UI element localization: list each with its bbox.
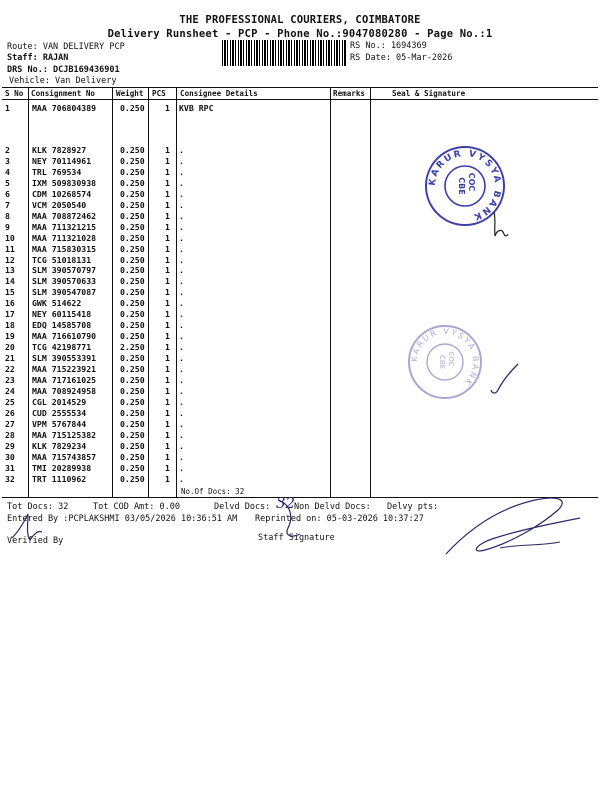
row-pcs: 1	[165, 155, 170, 166]
table-row	[0, 331, 600, 342]
table-top-rule	[2, 87, 598, 88]
row-pcs: 1	[165, 199, 170, 210]
row-sno: 13	[5, 265, 15, 276]
col-consignee: Consignee Details	[180, 89, 258, 98]
row-pcs: 1	[165, 254, 170, 265]
row-sno: 23	[5, 374, 15, 385]
row-consignment-no: NEY 60115418	[32, 309, 92, 320]
row-sno: 16	[5, 298, 15, 309]
row-pcs: 1	[165, 177, 170, 188]
tot-cod-amt: Tot COD Amt: 0.00	[93, 502, 180, 512]
table-row	[0, 452, 600, 463]
row-consignment-no: GWK 514622	[32, 298, 82, 309]
row-weight: 0.250	[120, 418, 145, 429]
row-weight: 0.250	[120, 232, 145, 243]
route-label: Route: VAN DELIVERY PCP	[7, 42, 125, 52]
row-weight: 0.250	[120, 265, 145, 276]
table-row	[0, 474, 600, 485]
row-consignee: .	[179, 188, 184, 199]
col-weight: Weight	[116, 89, 144, 98]
row-weight: 0.250	[120, 440, 145, 451]
runsheet-subtitle: Delivery Runsheet - PCP - Phone No.:9047080280 - Page No.:1	[107, 28, 493, 40]
row-consignee: .	[179, 342, 184, 353]
row-weight: 0.250	[120, 199, 145, 210]
row-consignee: .	[179, 221, 184, 232]
row-consignee: .	[179, 155, 184, 166]
row-consignee: .	[179, 265, 184, 276]
row-consignee: .	[179, 276, 184, 287]
table-row	[0, 178, 600, 189]
row-consignment-no: MAA 716610790	[32, 331, 97, 342]
row-pcs: 1	[165, 353, 170, 364]
row-weight: 0.250	[120, 396, 145, 407]
row-sno: 9	[5, 221, 10, 232]
table-row	[0, 244, 600, 255]
consignee-signature-2	[488, 360, 524, 400]
vehicle-label: Vehicle: Van Delivery	[9, 76, 117, 86]
row-weight: 0.250	[120, 155, 145, 166]
stamp-ring-text: KARUR VYSYA BANK	[427, 148, 503, 223]
row-consignment-no: MAA 715830315	[32, 243, 97, 254]
row-consignment-no: SLM 390570633	[32, 276, 97, 287]
delvy-pts: Delvy pts:	[387, 502, 439, 512]
bank-seal-stamp-faded	[406, 323, 484, 401]
row-consignment-no: TCG 42198771	[32, 342, 92, 353]
row-weight: 0.250	[120, 188, 145, 199]
row-consignment-no: CGL 2014529	[32, 396, 87, 407]
row-sno: 29	[5, 440, 15, 451]
row-weight: 0.250	[120, 462, 145, 473]
verified-by-label: Verified By	[7, 536, 64, 546]
table-row	[0, 265, 600, 276]
stamp-center-cbe: CBE	[438, 354, 446, 370]
row-pcs: 1	[165, 440, 170, 451]
row-pcs: 1	[165, 166, 170, 177]
row-sno: 2	[5, 145, 10, 155]
row-sno: 28	[5, 429, 15, 440]
table-row	[0, 408, 600, 419]
row-weight: 0.250	[120, 374, 145, 385]
entered-by: Entered By :PCPLAKSHMI 03/05/2026 10:36:51 AM	[7, 514, 238, 524]
row-consignment-no: EDQ 14585708	[32, 320, 92, 331]
drs-number: DRS No.: DCJB169436901	[7, 65, 120, 75]
row-consignment-no: VPM 5767844	[32, 418, 87, 429]
col-consignment: Consignment No	[31, 89, 96, 98]
row-consignment-no: MAA 706804389	[32, 103, 97, 113]
row-weight: 0.250	[120, 287, 145, 298]
row-consignee: .	[179, 320, 184, 331]
col-seal: Seal & Signature	[392, 89, 466, 98]
row-sno: 20	[5, 342, 15, 353]
row-weight: 0.250	[120, 320, 145, 331]
row-sno: 32	[5, 473, 15, 484]
row-consignment-no: SLM 390570797	[32, 265, 97, 276]
row-consignee: .	[179, 177, 184, 188]
company-title: THE PROFESSIONAL COURIERS, COIMBATORE	[179, 14, 421, 26]
row-pcs: 1	[165, 221, 170, 232]
row-weight: 0.250	[120, 221, 145, 232]
staff-label: Staff: RAJAN	[7, 53, 69, 63]
row-pcs: 1	[165, 385, 170, 396]
row-pcs: 1	[165, 342, 170, 353]
row-pcs: 1	[165, 462, 170, 473]
row-consignee: .	[179, 199, 184, 210]
table-row	[0, 167, 600, 178]
row-sno: 14	[5, 276, 15, 287]
tot-docs: Tot Docs: 32	[7, 502, 69, 512]
row-sno: 10	[5, 232, 15, 243]
table-row	[0, 463, 600, 474]
row-consignee: .	[179, 462, 184, 473]
row-pcs: 1	[165, 243, 170, 254]
row-weight: 0.250	[120, 177, 145, 188]
staff-signature-label: Staff Signature	[258, 533, 335, 543]
col-sno: S No	[5, 89, 24, 98]
row-sno: 19	[5, 331, 15, 342]
row-consignment-no: MAA 708924958	[32, 385, 97, 396]
row-pcs: 1	[165, 418, 170, 429]
row-consignee: .	[179, 407, 184, 418]
table-row	[0, 320, 600, 331]
row-pcs: 1	[165, 210, 170, 221]
handwritten-delvd-count: 32	[276, 494, 296, 512]
row-weight: 0.250	[120, 298, 145, 309]
row-weight: 0.250	[120, 276, 145, 287]
row-consignment-no: KLK 7828927	[32, 145, 87, 155]
row-weight: 0.250	[120, 451, 145, 462]
row-consignment-no: MAA 717161025	[32, 374, 97, 385]
row-pcs: 1	[165, 287, 170, 298]
row-consignee: .	[179, 243, 184, 254]
staff-signature-mark	[270, 494, 310, 544]
row-weight: 2.250	[120, 342, 145, 353]
table-row	[0, 309, 600, 320]
row-sno: 26	[5, 407, 15, 418]
row-pcs: 1	[165, 188, 170, 199]
row-consignee: .	[179, 232, 184, 243]
delvd-docs: Delvd Docs:	[214, 502, 271, 512]
row-consignee: .	[179, 418, 184, 429]
row-consignment-no: SLM 390553391	[32, 353, 97, 364]
row-pcs: 1	[165, 451, 170, 462]
row-pcs: 1	[165, 396, 170, 407]
table-row	[0, 145, 600, 156]
table-row	[0, 276, 600, 287]
table-row	[0, 287, 600, 298]
row-sno: 21	[5, 353, 15, 364]
row-sno: 27	[5, 418, 15, 429]
row-consignee: .	[179, 364, 184, 374]
row-consignment-no: IXM 509830938	[32, 177, 97, 188]
row-weight: 0.250	[120, 254, 145, 265]
row-sno: 18	[5, 320, 15, 331]
table-row	[0, 255, 600, 266]
row-sno: 6	[5, 188, 10, 199]
row-sno: 25	[5, 396, 15, 407]
row-weight: 0.250	[120, 364, 145, 374]
row-consignee: .	[179, 385, 184, 396]
row-sno: 15	[5, 287, 15, 298]
row-consignee: .	[179, 374, 184, 385]
row-consignment-no: VCM 2050540	[32, 199, 87, 210]
row-consignment-no: KLK 7829234	[32, 440, 87, 451]
row-sno: 7	[5, 199, 10, 210]
row-pcs: 1	[165, 232, 170, 243]
row-sno: 1	[5, 103, 10, 113]
row-consignment-no: MAA 715125382	[32, 429, 97, 440]
col-remarks: Remarks	[333, 89, 366, 98]
row-consignee: .	[179, 210, 184, 221]
row-consignee: .	[179, 166, 184, 177]
row-sno: 3	[5, 155, 10, 166]
row-weight: 0.250	[120, 309, 145, 320]
row-consignee: KVB RPC	[179, 103, 214, 113]
no-of-docs: No.Of Docs: 32	[181, 487, 245, 496]
consignee-signature-1	[488, 210, 512, 240]
row-consignment-no: MAA 715223921	[32, 364, 97, 374]
row-sno: 22	[5, 364, 15, 374]
row-consignment-no: TMI 20289938	[32, 462, 92, 473]
row-weight: 0.250	[120, 353, 145, 364]
reprinted-on: Reprinted on: 05-03-2026 10:37:27	[255, 514, 424, 524]
row-sno: 31	[5, 462, 15, 473]
staff-signature-scribble	[440, 488, 590, 568]
row-consignee: .	[179, 287, 184, 298]
row-consignment-no: SLM 390547087	[32, 287, 97, 298]
row-sno: 8	[5, 210, 10, 221]
row-weight: 0.250	[120, 103, 145, 113]
table-row	[0, 419, 600, 430]
row-weight: 0.250	[120, 473, 145, 484]
row-pcs: 1	[165, 473, 170, 484]
row-consignee: .	[179, 331, 184, 342]
row-weight: 0.250	[120, 429, 145, 440]
row-weight: 0.250	[120, 210, 145, 221]
row-pcs: 1	[165, 320, 170, 331]
row-sno: 4	[5, 166, 10, 177]
row-pcs: 1	[165, 145, 170, 155]
row-consignment-no: CDM 10268574	[32, 188, 92, 199]
row-pcs: 1	[165, 374, 170, 385]
row-consignment-no: NEY 70114961	[32, 155, 92, 166]
row-consignment-no: TRT 1110962	[32, 473, 87, 484]
row-consignee: .	[179, 473, 184, 484]
row-sno: 24	[5, 385, 15, 396]
row-consignee: .	[179, 440, 184, 451]
table-header-rule	[2, 99, 598, 100]
row-pcs: 1	[165, 103, 170, 113]
row-consignee: .	[179, 298, 184, 309]
table-row	[0, 189, 600, 200]
table-row	[0, 103, 600, 114]
row-consignee: .	[179, 309, 184, 320]
rs-date: RS Date: 05-Mar-2026	[350, 53, 453, 63]
row-sno: 11	[5, 243, 15, 254]
row-weight: 0.250	[120, 243, 145, 254]
row-consignee: .	[179, 451, 184, 462]
row-sno: 12	[5, 254, 15, 265]
row-weight: 0.250	[120, 145, 145, 155]
row-sno: 30	[5, 451, 15, 462]
row-consignment-no: MAA 711321028	[32, 232, 97, 243]
table-row	[0, 430, 600, 441]
drs-barcode	[222, 40, 346, 66]
stamp-center-cbe: CBE	[457, 177, 466, 195]
row-pcs: 1	[165, 276, 170, 287]
row-consignee: .	[179, 353, 184, 364]
stamp-ring-text: KARUR VYSYA BANK	[409, 326, 481, 389]
table-row	[0, 156, 600, 167]
stamp-center-coc: COC	[447, 351, 455, 367]
table-row	[0, 298, 600, 309]
row-consignment-no: MAA 715743857	[32, 451, 97, 462]
row-pcs: 1	[165, 265, 170, 276]
row-sno: 5	[5, 177, 10, 188]
row-consignment-no: MAA 711321215	[32, 221, 97, 232]
row-weight: 0.250	[120, 385, 145, 396]
table-row	[0, 441, 600, 452]
col-pcs: PCS	[152, 89, 166, 98]
row-pcs: 1	[165, 407, 170, 418]
row-pcs: 1	[165, 364, 170, 374]
row-pcs: 1	[165, 298, 170, 309]
row-consignment-no: TRL 769534	[32, 166, 82, 177]
rs-number: RS No.: 1694369	[350, 41, 427, 51]
row-pcs: 1	[165, 429, 170, 440]
row-weight: 0.250	[120, 166, 145, 177]
verified-by-signature	[8, 510, 48, 546]
row-consignee: .	[179, 396, 184, 407]
row-weight: 0.250	[120, 407, 145, 418]
row-consignee: .	[179, 429, 184, 440]
row-consignment-no: TCG 51018131	[32, 254, 92, 265]
row-consignee: .	[179, 145, 184, 155]
row-pcs: 1	[165, 309, 170, 320]
stamp-center-coc: COC	[467, 172, 476, 192]
non-delvd-docs: Non Delvd Docs:	[294, 502, 371, 512]
row-sno: 17	[5, 309, 15, 320]
row-consignment-no: MAA 708872462	[32, 210, 97, 221]
table-row	[0, 342, 600, 353]
row-consignment-no: CUD 2555534	[32, 407, 87, 418]
row-weight: 0.250	[120, 331, 145, 342]
row-consignee: .	[179, 254, 184, 265]
row-pcs: 1	[165, 331, 170, 342]
